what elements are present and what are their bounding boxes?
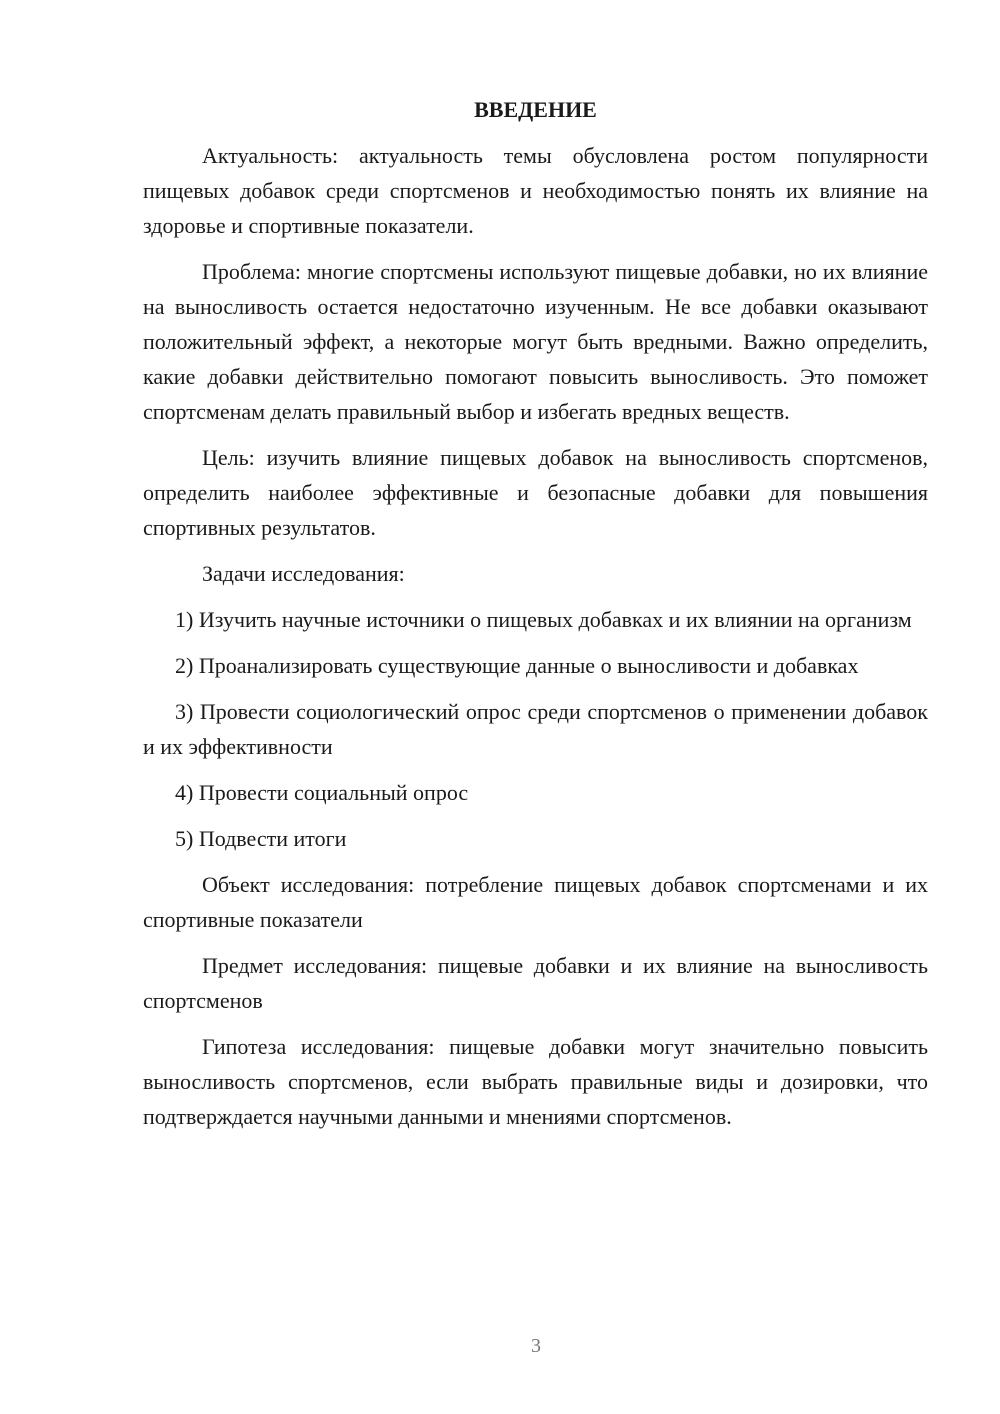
tasks-title: Задачи исследования: — [202, 561, 405, 586]
page-number: 3 — [531, 1335, 541, 1357]
task-item-4: 4) Провести социальный опрос — [175, 780, 469, 805]
hypothesis-paragraph: Гипотеза исследования: пищевые добавки могут значительно повысить выносливость спортсменов, если выбрать правильные виды и дозировки, что подтверждается научными данными и мнениями спортсменов. — [143, 1034, 928, 1129]
subject-paragraph: Предмет исследования: пищевые добавки и их влияние на выносливость спортсменов — [143, 953, 928, 1013]
relevance-paragraph: Актуальность: актуальность темы обусловлена ростом популярности пищевых добавок среди спортсменов и необходимостью понять их влияние на здоровье и спортивные показатели. — [143, 143, 928, 238]
document-page — [143, 92, 928, 1145]
object-paragraph: Объект исследования: потребление пищевых добавок спортсменами и их спортивные показатели — [143, 872, 928, 932]
task-item-5: 5) Подвести итоги — [175, 826, 347, 851]
task-item-1: 1) Изучить научные источники о пищевых добавках и их влиянии на организм — [175, 607, 912, 632]
page-title: ВВЕДЕНИЕ — [474, 97, 597, 122]
task-item-3: 3) Провести социологический опрос среди спортсменов о применении добавок и их эффективности — [143, 699, 928, 759]
goal-paragraph: Цель: изучить влияние пищевых добавок на выносливость спортсменов, определить наиболее эффективные и безопасные добавки для повышения спортивных результатов. — [143, 445, 928, 540]
problem-paragraph: Проблема: многие спортсмены используют пищевые добавки, но их влияние на выносливость остается недостаточно изученным. Не все добавки оказывают положительный эффект, а некоторые могут быть вредными. Важно определить, какие добавки действительно помогают повысить выносливость. Это поможет спортсменам делать правильный выбор и избегать вредных веществ. — [143, 259, 928, 424]
task-item-2: 2) Проанализировать существующие данные о выносливости и добавках — [175, 653, 859, 678]
